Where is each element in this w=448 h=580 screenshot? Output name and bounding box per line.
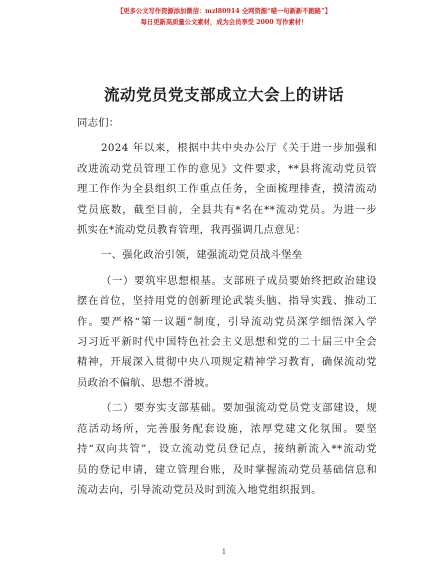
- document-body: [77, 113, 377, 500]
- paragraph-line: （二）要夯实支部基础。要加强流动党员党支部建设，规: [101, 402, 377, 415]
- paragraph-line: 理工作作为全县组织工作重点任务，全面梳理排查，摸清流动: [77, 183, 377, 196]
- paragraph-line: 范活动场所，完善服务配套设施，浓厚党建文化氛围。要坚: [77, 422, 377, 435]
- salutation: 同志们：: [77, 117, 120, 129]
- paragraph-2: [77, 271, 377, 393]
- paragraph-line: 持“双向共管”，设立流动党员登记点，接纳新流入**流动党: [77, 443, 377, 456]
- paragraph-3: [77, 398, 377, 500]
- paragraph-line: 抓实在*流动党员教育管理，我再强调几点意见：: [77, 224, 307, 237]
- paragraph-line: 员的登记申请，建立管理台账，及时掌握流动党员基础信息和: [77, 463, 377, 476]
- paragraph-line: 流动去向，引导流动党员及时到流入地党组织报到。: [77, 483, 322, 496]
- section-heading-1: 一、强化政治引领，建强流动党员战斗堡垒: [101, 249, 303, 262]
- paragraph-line: 员政治不偏航、思想不滑坡。: [77, 376, 216, 389]
- paragraph-line: 改进流动党员管理工作的意见》文件要求，**县将流动党员管: [77, 162, 377, 175]
- promo-banner-line-1: 【更多公文写作资源添加微信：mzl80914 全网资源“喵一句新新不跑路”】: [117, 8, 331, 15]
- paragraph-line: 精神，开展深入贯彻中央八项规定精神学习教育，确保流动党: [77, 356, 377, 369]
- paragraph-line: （一）要筑牢思想根基。支部班子成员要始终把政治建设: [101, 274, 377, 287]
- document-title: 流动党员党支部成立大会上的讲话: [103, 86, 344, 104]
- paragraph-line: 习习近平新时代中国特色社会主义思想和党的二十届三中全会: [77, 336, 377, 349]
- promo-banner: [0, 8, 448, 27]
- promo-banner-line-2: 每日更新高质量公文素材，成为会员享受 2000 写作素材！: [140, 19, 308, 26]
- page-number: 1: [221, 548, 227, 556]
- paragraph-line: 作。要严格“第一议题”制度，引导流动党员深学细悟深入学: [77, 315, 377, 328]
- paragraph-line: 摆在首位，坚持用党的创新理论武装头脑、指导实践、推动工: [77, 295, 377, 308]
- paragraph-1: [77, 138, 377, 240]
- paragraph-line: 党员底数，截至目前，全县共有*名在**流动党员。为进一步: [77, 203, 377, 216]
- paragraph-line: 2024 年以来，根据中共中央办公厅《关于进一步加强和: [101, 142, 377, 155]
